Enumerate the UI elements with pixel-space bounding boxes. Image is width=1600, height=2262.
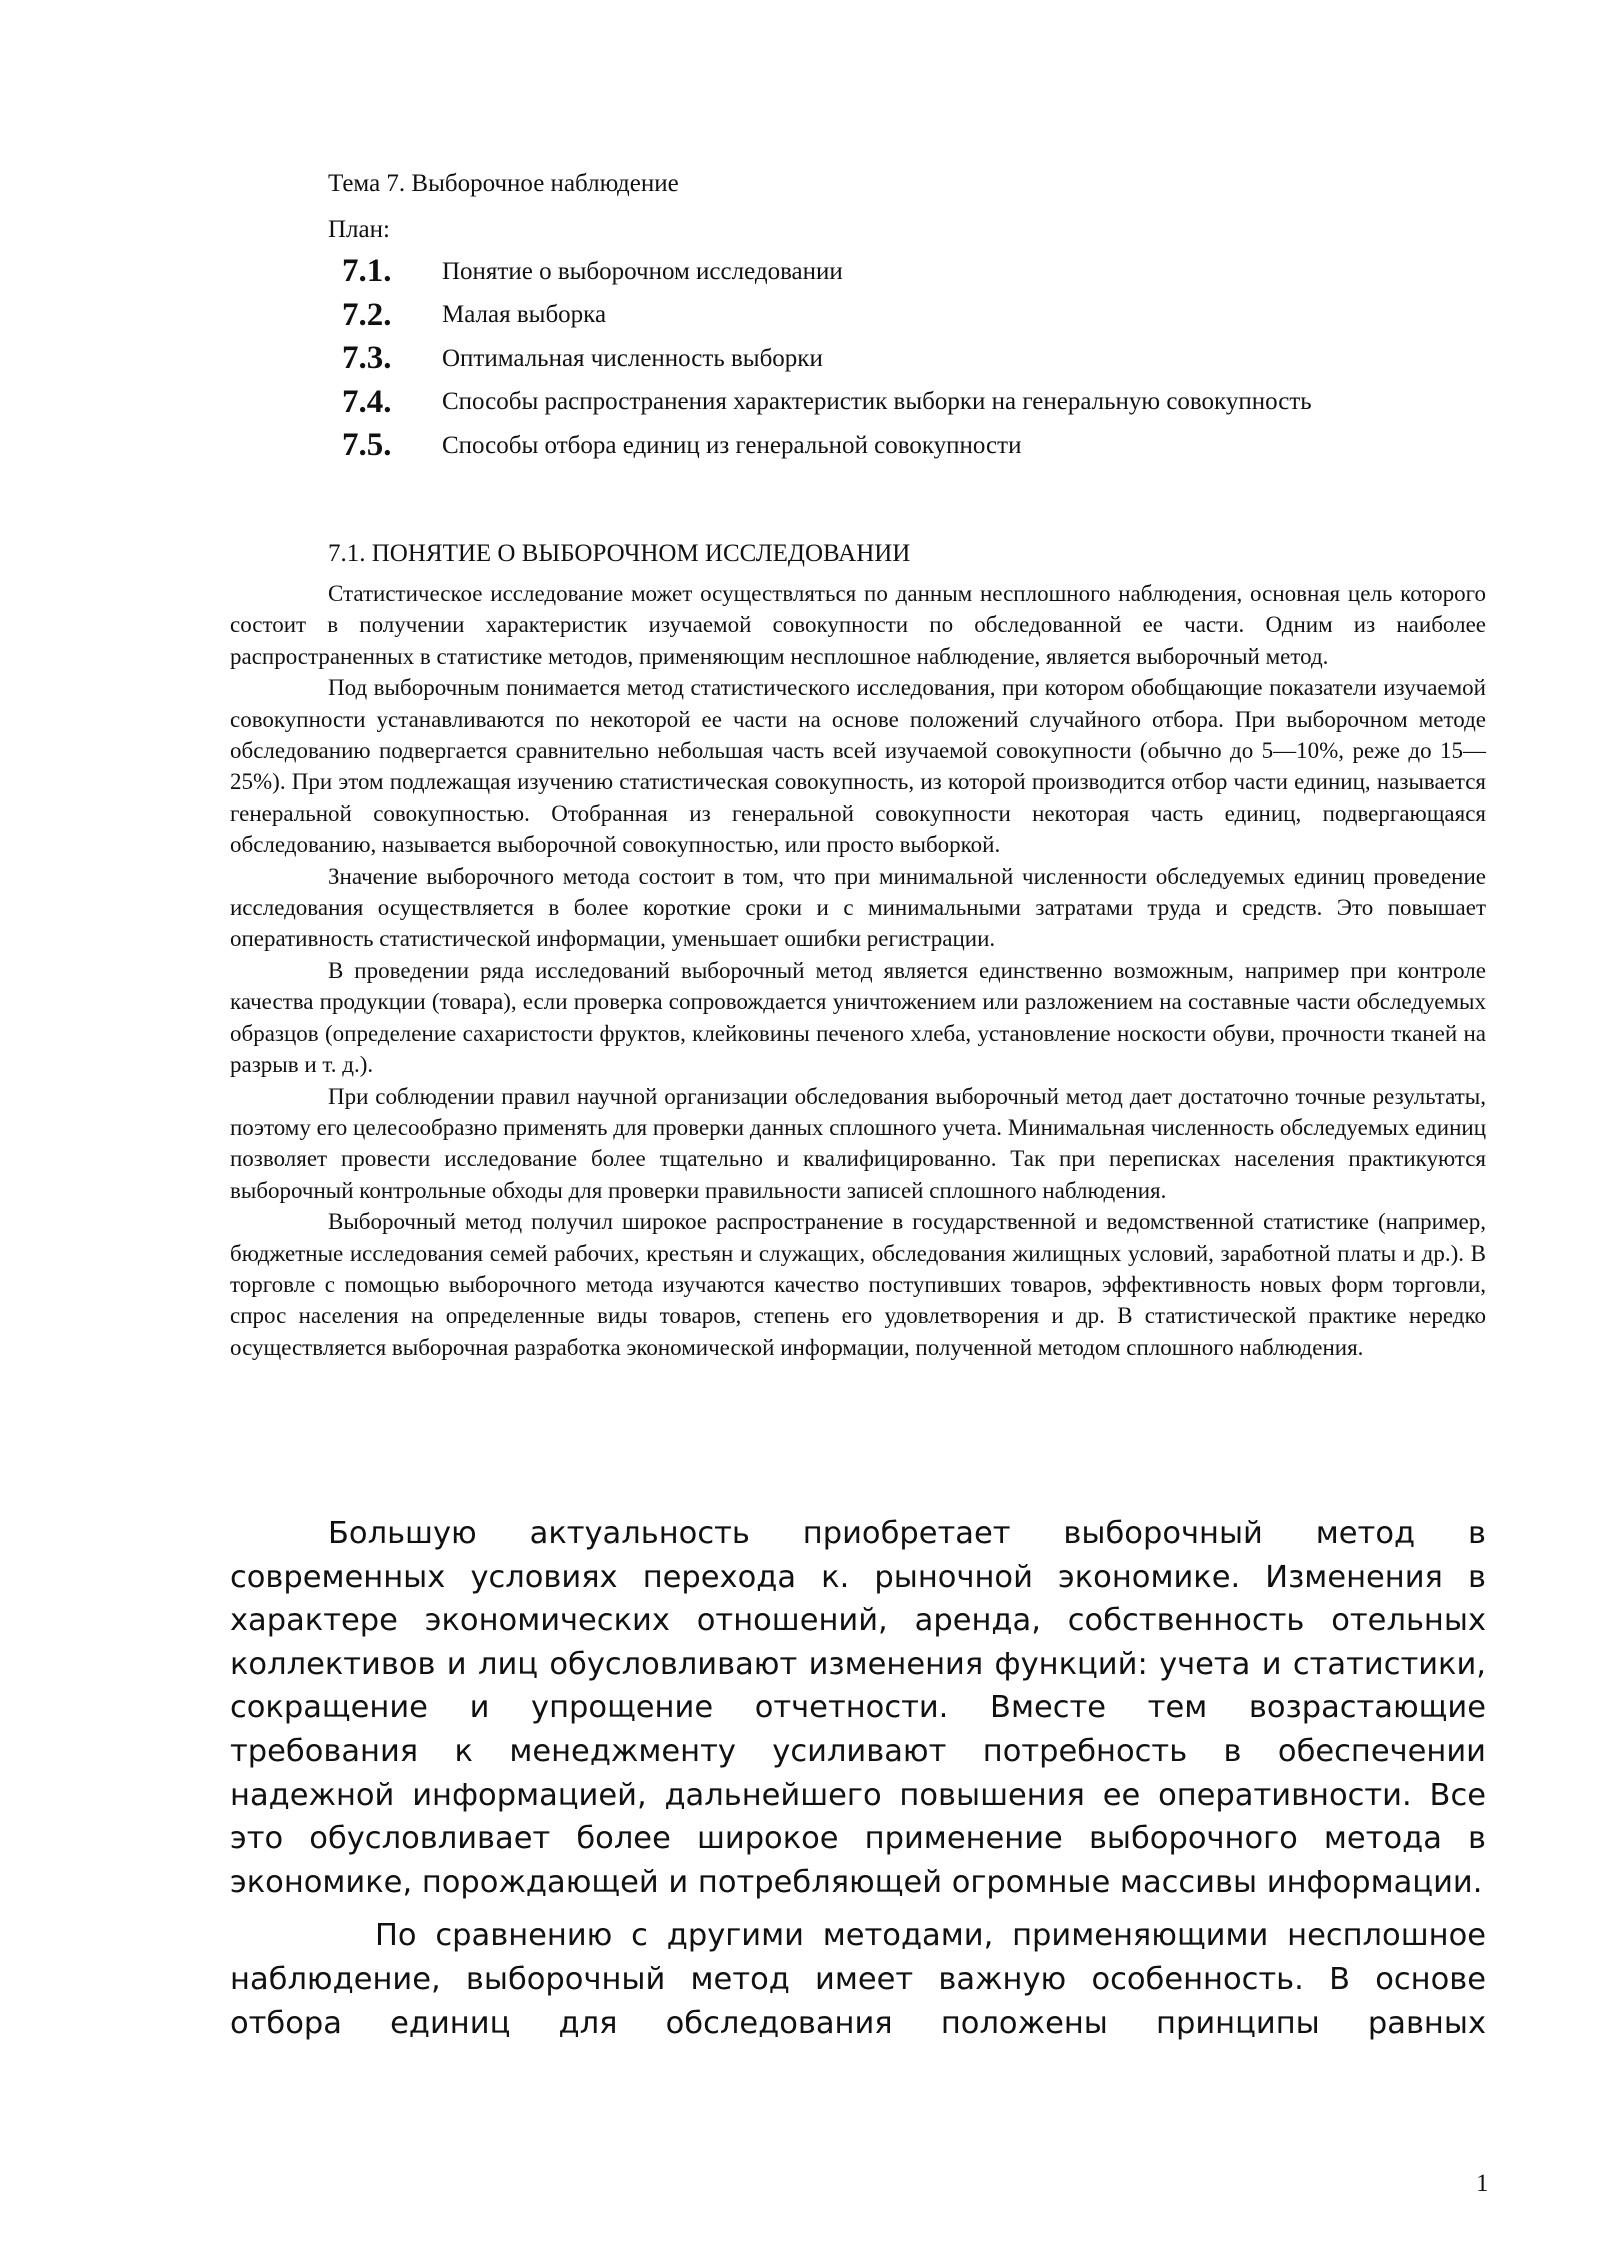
- plan-list: [342, 250, 1312, 468]
- plan-item-text: Понятие о выборочном исследовании: [442, 257, 843, 285]
- paragraph: Статистическое исследование может осуществляться по данным несплошного наблюдения, основная цель которого состоит в получении характеристик изучаемой совокупности по обследованной ее части. Одним из наиболее распространенных в статистике методов, применяющим несплошное наблюдение, является выборочный метод.: [230, 581, 1486, 669]
- plan-item-text: Способы отбора единиц из генеральной совокупности: [442, 431, 1022, 459]
- plan-label: План:: [328, 216, 390, 243]
- plan-item: [342, 294, 1312, 338]
- plan-item-number: 7.1.: [342, 253, 392, 290]
- body-text-large: [230, 1512, 1486, 2045]
- plan-item: [342, 424, 1312, 468]
- page-number: 1: [1476, 2170, 1489, 2197]
- body-text-small: [230, 578, 1486, 1363]
- plan-item: [342, 250, 1312, 294]
- paragraph: Под выборочным понимается метод статистического исследования, при котором обобщающие показатели изучаемой совокупности устанавливаются по некоторой ее части на основе положений случайного отбора. При выборочном методе обследованию подвергается сравнительно небольшая часть всей изучаемой совокупности (обычно до 5—10%, реже до 15—25%). При этом подлежащая изучению статистическая совокупность, из которой производится отбор части единиц, называется генеральной совокупностью. Отобранная из генеральной совокупности некоторая часть единиц, подвергающаяся обследованию, называется выборочной совокупностью, или просто выборкой.: [230, 675, 1486, 858]
- plan-item-number: 7.2.: [342, 296, 392, 333]
- plan-item-number: 7.4.: [342, 383, 392, 420]
- section-heading: 7.1. ПОНЯТИЕ О ВЫБОРОЧНОМ ИССЛЕДОВАНИИ: [328, 540, 911, 567]
- paragraph: При соблюдении правил научной организации обследования выборочный метод дает достаточно точные результаты, поэтому его целесообразно применять для проверки данных сплошного учета. Минимальная численность обследуемых единиц позволяет провести исследование более тщательно и квалифицированно. Так при переписках населения практикуются выборочный контрольные обходы для проверки правильности записей сплошного наблюдения.: [230, 1083, 1486, 1203]
- plan-item-text: Оптимальная численность выборки: [442, 344, 823, 372]
- paragraph: По сравнению с другими методами, применяющими несплошное наблюдение, выборочный метод имеет важную особенность. В основе отбора единиц для обследования положены принципы равных: [230, 1918, 1486, 2041]
- plan-item-number: 7.3.: [342, 340, 392, 377]
- plan-item: [342, 337, 1312, 381]
- paragraph: Значение выборочного метода состоит в том, что при минимальной численности обследуемых единиц проведение исследования осуществляется в более короткие сроки и с минимальными затратами труда и средств. Это повышает оперативность статистической информации, уменьшает ошибки регистрации.: [230, 863, 1486, 952]
- document-title: Тема 7. Выборочное наблюдение: [328, 170, 679, 197]
- paragraph: Выборочный метод получил широкое распространение в государственной и ведомственной статистике (например, бюджетные исследования семей рабочих, крестьян и служащих, обследования жилищных условий, заработной платы и др.). В торговле с помощью выборочного метода изучаются качество поступивших товаров, эффективность новых форм торговли, спрос населения на определенные виды товаров, степень его удовлетворения и др. В статистической практике нередко осуществляется выборочная разработка экономической информации, полученной методом сплошного наблюдения.: [230, 1209, 1486, 1360]
- paragraph: В проведении ряда исследований выборочный метод является единственно возможным, например при контроле качества продукции (товара), если проверка сопровождается уничтожением или разложением на составные части обследуемых образцов (определение сахаристости фруктов, клейковины печеного хлеба, установление носкости обуви, прочности тканей на разрыв и т. д.).: [230, 957, 1486, 1078]
- plan-item-number: 7.5.: [342, 427, 392, 464]
- plan-item-text: Способы распространения характеристик выборки на генеральную совокупность: [442, 388, 1312, 416]
- plan-item: [342, 381, 1312, 425]
- plan-item-text: Малая выборка: [442, 301, 607, 329]
- paragraph: Большую актуальность приобретает выборочный метод в современных условиях перехода к. рыночной экономике. Изменения в характере экономических отношений, аренда, собственность отельных коллективов и лиц обусловливают изменения функций: учета и статистики, сокращение и упрощение отчетности. Вместе тем возрастающие требования к менеджменту усиливают потребность в обеспечении надежной информацией, дальнейшего повышения ее оперативности. Все это обусловливает более широкое применение выборочного метода в экономике, порождающей и потребляющей огромные массивы информации.: [230, 1516, 1486, 1900]
